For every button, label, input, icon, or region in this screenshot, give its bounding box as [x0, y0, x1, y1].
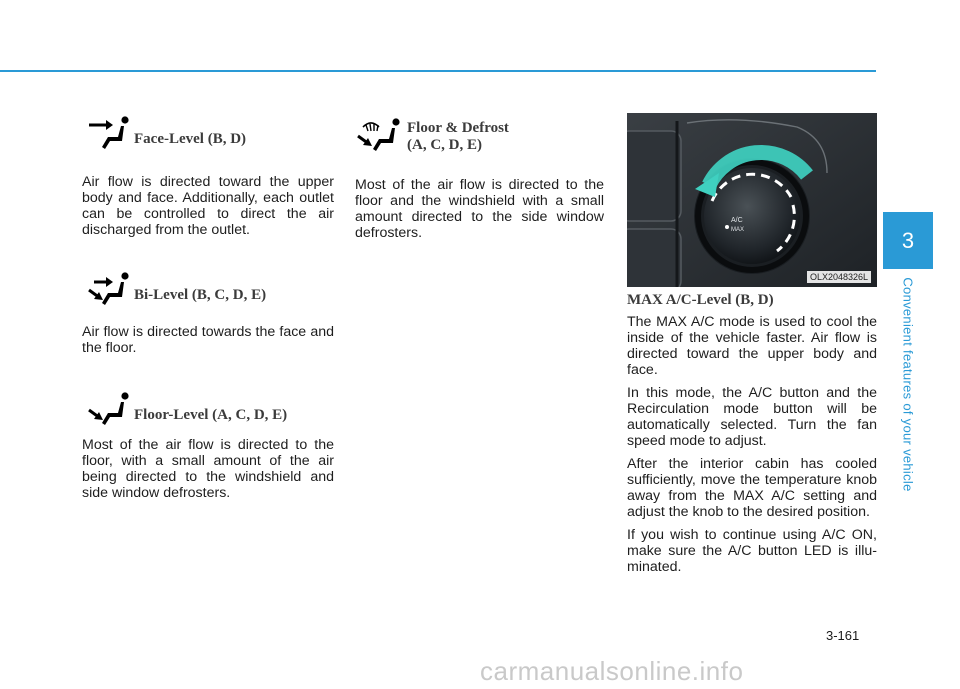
floor-defrost-description: Most of the air flow is directed to the floor and the windshield with a small amount directed to the side window defrosters. [355, 177, 604, 241]
max-ac-paragraph-3: After the interior cabin has cooled sufficiently, move the temperature knob away from the MAX A/C setting and adjust the knob to the desired position. [627, 456, 877, 520]
floor-defrost-heading-line2: (A, C, D, E) [407, 137, 482, 153]
floor-defrost-heading-row [357, 118, 509, 154]
bi-level-airflow-icon [88, 272, 132, 308]
max-ac-paragraph-1: The MAX A/C mode is used to cool the inside of the vehicle faster. Air flow is directed toward the upper body and face. [627, 314, 877, 378]
header-rule [0, 70, 876, 72]
floor-defrost-heading [407, 120, 509, 154]
knob-illustration [627, 113, 877, 287]
face-level-heading: Face-Level (B, D) [134, 130, 247, 147]
watermark-text: carmanualsonline.info [480, 656, 744, 686]
knob-label-ac: A/C [731, 217, 743, 224]
max-ac-paragraph-2: In this mode, the A/C button and the Recirculation mode button will be automatically selected. Turn the fan speed mode to adjust. [627, 385, 877, 449]
chapter-title: Convenient features of your vehicle [900, 276, 916, 492]
page-number: 3-161 [826, 628, 860, 643]
max-ac-description [627, 314, 877, 582]
floor-level-airflow-icon [88, 392, 132, 428]
bi-level-heading: Bi-Level (B, C, D, E) [134, 286, 267, 303]
bi-level-description: Air flow is directed towards the face and the floor. [82, 324, 334, 356]
max-ac-heading: MAX A/C-Level (B, D) [627, 292, 774, 308]
max-ac-knob-figure [627, 113, 877, 287]
floor-defrost-heading-line1: Floor & Defrost [407, 120, 509, 136]
chapter-title-vertical [896, 269, 920, 499]
floor-defrost-airflow-icon [357, 118, 403, 154]
floor-level-description: Most of the air flow is directed to the floor, with a small amount of the air being directed to the windshield and side window defrosters. [82, 437, 334, 501]
face-level-airflow-icon [88, 116, 132, 152]
face-level-description: Air flow is directed toward the upper body and face. Additionally, each outlet can be controlled to direct the air discharged from the outlet. [82, 174, 334, 238]
floor-level-heading-row [88, 392, 287, 428]
knob-label-max: MAX [731, 227, 745, 233]
figure-code: OLX2048326L [807, 271, 871, 283]
face-level-heading-row [88, 116, 246, 152]
floor-level-heading: Floor-Level (A, C, D, E) [134, 406, 288, 423]
chapter-number-tab: 3 [883, 212, 933, 269]
max-ac-paragraph-4: If you wish to continue using A/C ON, make sure the A/C button LED is illu-minated. [627, 527, 877, 575]
bi-level-heading-row [88, 272, 266, 308]
